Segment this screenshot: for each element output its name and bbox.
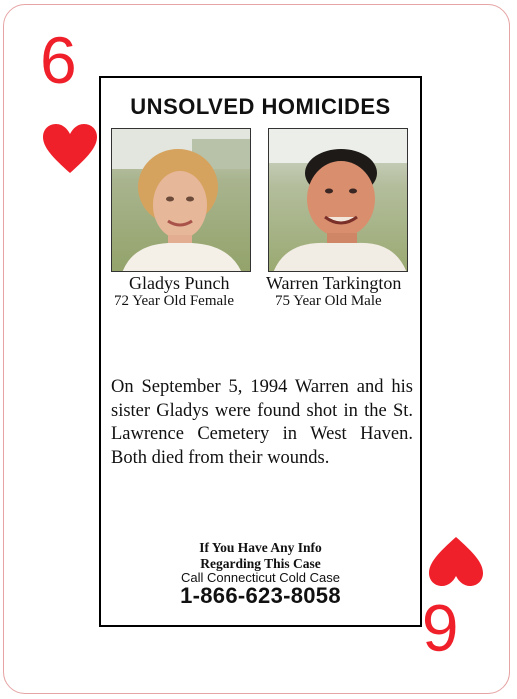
contact-line-1: If You Have Any Info <box>199 540 322 555</box>
victim-name-gladys: Gladys Punch <box>129 273 230 293</box>
heart-icon <box>428 535 484 587</box>
victim-photo-gladys <box>111 128 251 272</box>
card-rank-top: 6 <box>40 23 77 97</box>
panel-title: UNSOLVED HOMICIDES <box>130 94 391 119</box>
heart-icon <box>42 123 98 175</box>
card-rank-bottom: 6 <box>422 591 459 665</box>
victim-name-warren: Warren Tarkington <box>266 273 402 293</box>
case-panel <box>99 76 422 627</box>
contact-line-3: Call Connecticut Cold Case <box>181 570 340 585</box>
contact-phone-number: 1-866-623-8058 <box>180 583 341 608</box>
victim-details-warren: 75 Year Old Male <box>275 293 382 309</box>
contact-line-2: Regarding This Case <box>200 556 321 571</box>
case-description: On September 5, 1994 Warren and his sister Gladys were found shot in the St. Lawrence Cemetery in West Haven. Both died from their wounds. <box>111 377 413 468</box>
victim-details-gladys: 72 Year Old Female <box>114 293 234 309</box>
victim-photo-warren <box>268 128 408 272</box>
